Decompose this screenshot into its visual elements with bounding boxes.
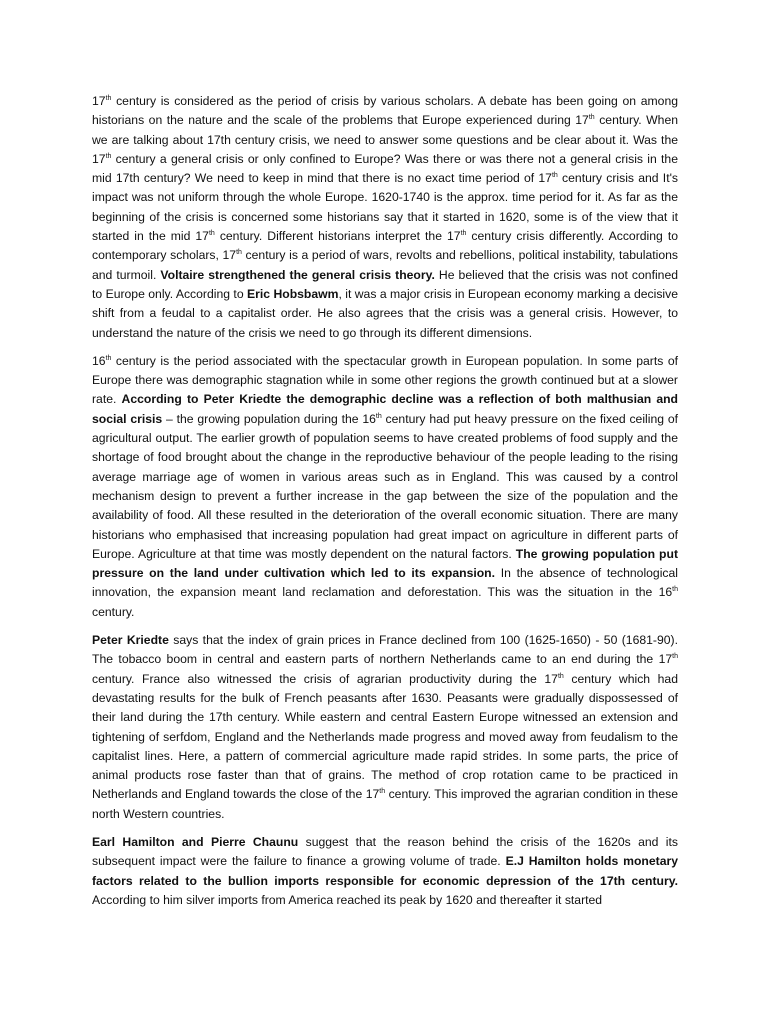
ordinal-superscript: th xyxy=(588,114,595,122)
body-paragraph xyxy=(92,352,678,622)
text-run: , it was a major crisis in European economy marking a decisive shift from a feudal to a capitalist order. He also agrees that the crisis was a general crisis. However, to understand the nature of the crisis we need to go through its different dimensions. xyxy=(92,286,679,340)
body-paragraph xyxy=(92,92,678,343)
ordinal-superscript: th xyxy=(460,230,467,238)
bold-text-run: Eric Hobsbawm xyxy=(247,286,339,301)
text-run: century. xyxy=(92,604,135,619)
text-run: century. France also witnessed the crisis of agrarian productivity during the 17 xyxy=(92,671,558,686)
text-run: century had put heavy pressure on the fixed ceiling of agricultural output. The earlier growth of population seems to have created problems of food supply and the shortage of food brought about the change in the reproductive behaviour of the people leading to the rising average marriage age of women in various areas such as in England. This was caused by a control mechanism design to prevent a further increase in the gap between the size of the population and the availability of food. All these resulted in the deterioration of the overall economic situation. There are many historians who emphasised that increasing population had great impact on agriculture in different parts of Europe. Agriculture at that time was mostly dependent on the natural factors. xyxy=(92,411,678,561)
text-run: He believed that the crisis was not confined to Europe only. According to xyxy=(92,267,678,301)
ordinal-superscript: th xyxy=(208,230,215,238)
text-run: century is a period of wars, revolts and rebellions, political instability, tabulations and turmoil. xyxy=(92,248,679,282)
ordinal-superscript: th xyxy=(672,653,678,661)
text-run: century. When we are talking about 17th century crisis, we need to answer some questions and be clear about it. Was the 17 xyxy=(92,113,679,166)
bold-text-run: Voltaire strengthened the general crisis theory. xyxy=(160,267,435,282)
text-run: century is considered as the period of crisis by various scholars. A debate has been going on among historians on the nature and the scale of the problems that Europe experienced during 17 xyxy=(92,94,678,128)
body-paragraph xyxy=(92,833,678,910)
bold-text-run: E.J Hamilton holds monetary factors related to the bullion imports responsible for economic depression of the 17th century. xyxy=(92,854,678,888)
ordinal-superscript: th xyxy=(379,788,386,796)
text-run: century is the period associated with the spectacular growth in European population. In some parts of Europe there was demographic stagnation while in some other regions the growth continued but at a slower rate. xyxy=(92,353,678,407)
text-run: says that the index of grain prices in France declined from 100 (1625-1650) - 50 (1681-90). The tobacco boom in central and eastern parts of northern Netherlands came to an end during the 17 xyxy=(92,633,678,667)
ordinal-superscript: th xyxy=(375,412,382,420)
bold-text-run: Peter Kriedte xyxy=(92,633,169,648)
ordinal-superscript: th xyxy=(551,172,558,180)
bold-text-run: According to Peter Kriedte the demographic decline was a reflection of both malthusian and social crisis xyxy=(92,392,678,426)
text-run: According to him silver imports from America reached its peak by 1620 and thereafter it started xyxy=(92,892,603,907)
ordinal-superscript: th xyxy=(105,354,112,362)
ordinal-superscript: th xyxy=(105,95,112,102)
text-run: century which had devastating results for the bulk of French peasants after 1630. Peasants were gradually dispossessed of their land during the 17th century. While eastern and central Eastern Europe witnessed an extension and tightening of serfdom, England and the Netherlands made progress and moved away from feudalism to the capitalist lines. Here, a pattern of commercial agriculture made rapid strides. In some parts, the price of animal products rose faster than that of grains. The method of crop rotation came to be practiced in Netherlands and England towards the close of the 17 xyxy=(92,671,678,802)
bold-text-run: The growing population put pressure on the land under cultivation which led to its expansion. xyxy=(92,546,679,581)
text-run: century crisis and It's impact was not uniform through the whole Europe. 1620-1740 is the approx. time period for it. As far as the beginning of the crisis is concerned some historians say that it started in 1620, some is of the view that it started in the mid 17 xyxy=(92,171,678,244)
ordinal-superscript: th xyxy=(557,672,564,680)
ordinal-superscript: th xyxy=(672,586,678,594)
bold-text-run: Earl Hamilton and Pierre Chaunu xyxy=(92,834,299,849)
text-run: 16 xyxy=(92,353,106,368)
text-run: century. Different historians interpret the 17 xyxy=(214,229,461,244)
ordinal-superscript: th xyxy=(105,152,112,160)
text-run: century. This improved the agrarian condition in these north Western countries. xyxy=(92,787,678,821)
text-run: century crisis differently. According to contemporary scholars, 17 xyxy=(92,229,678,263)
document-page xyxy=(92,92,678,919)
ordinal-superscript: th xyxy=(236,249,242,257)
body-paragraph xyxy=(92,631,678,824)
text-run: century a general crisis or only confined to Europe? Was there or was there not a general crisis in the mid 17th century? We need to keep in mind that there is no exact time period of 17 xyxy=(92,151,678,186)
text-run: In the absence of technological innovation, the expansion meant land reclamation and deforestation. This was the situation in the 16 xyxy=(92,566,678,600)
text-run: 17 xyxy=(92,94,106,108)
text-run: suggest that the reason behind the crisis of the 1620s and its subsequent impact were the failure to finance a growing volume of trade. xyxy=(92,834,678,869)
text-run: – the growing population during the 16 xyxy=(162,411,376,426)
